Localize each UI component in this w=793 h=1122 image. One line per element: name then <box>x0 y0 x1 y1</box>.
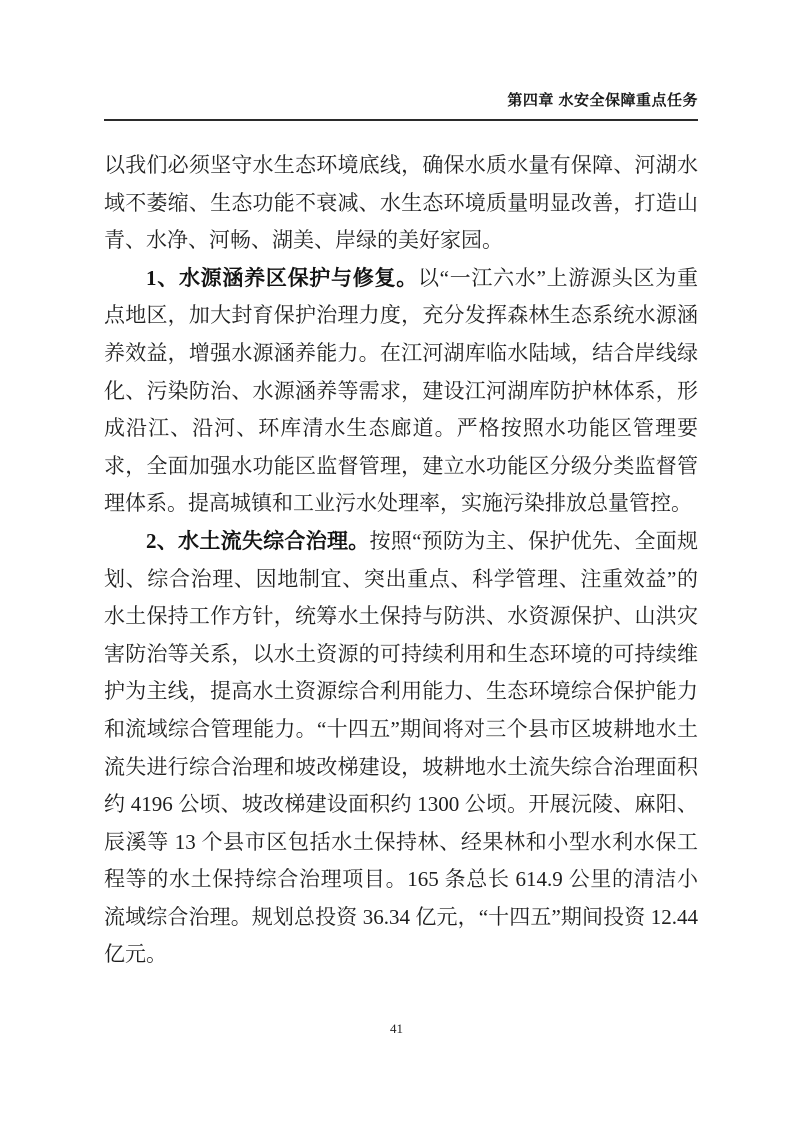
page-number: 41 <box>390 1021 403 1036</box>
document-body <box>104 147 698 974</box>
paragraph <box>104 260 698 523</box>
chapter-header-label: 第四章 水安全保障重点任务 <box>507 92 698 109</box>
paragraph-lead: 2、水土流失综合治理。 <box>146 528 370 553</box>
page-footer <box>0 1021 793 1037</box>
paragraph-lead: 1、水源涵养区保护与修复。 <box>146 265 418 290</box>
header-rule <box>104 119 698 121</box>
paragraph-text: 以我们必须坚守水生态环境底线，确保水质水量有保障、河湖水域不萎缩、生态功能不衰减、水生态环境质量明显改善，打造山青、水净、河畅、湖美、岸绿的美好家园。 <box>104 153 698 253</box>
paragraph <box>104 523 698 974</box>
paragraph <box>104 147 698 260</box>
paragraph-text: 以“一江六水”上游源头区为重点地区，加大封育保护治理力度，充分发挥森林生态系统水源涵养效益，增强水源涵养能力。在江河湖库临水陆域，结合岸线绿化、污染防治、水源涵养等需求，建设江河湖库防护林体系，形成沿江、沿河、环库清水生态廊道。严格按照水功能区管理要求，全面加强水功能区监督管理，建立水功能区分级分类监督管理体系。提高城镇和工业污水处理率，实施污染排放总量管控。 <box>104 265 699 516</box>
page-header <box>104 89 698 110</box>
paragraph-text: 按照“预防为主、保护优先、全面规划、综合治理、因地制宜、突出重点、科学管理、注重效益”的水土保持工作方针，统筹水土保持与防洪、水资源保护、山洪灾害防治等关系，以水土资源的可持续利用和生态环境的可持续维护为主线，提高水土资源综合利用能力、生态环境综合保护能力和流域综合管理能力。“十四五”期间将对三个县市区坡耕地水土流失进行综合治理和坡改梯建设，坡耕地水土流失综合治理面积约 4196 公顷、坡改梯建设面积约 1300 公顷。开展沅陵、麻阳、辰溪等 13 个县市区包括水土保持林、经果林和小型水利水保工程等的水土保持综合治理项目。165 条总长 614.9 公里的清洁小流域综合治理。规划总投资 36.34 亿元，“十四五”期间投资 12.44 亿元。 <box>104 528 699 967</box>
